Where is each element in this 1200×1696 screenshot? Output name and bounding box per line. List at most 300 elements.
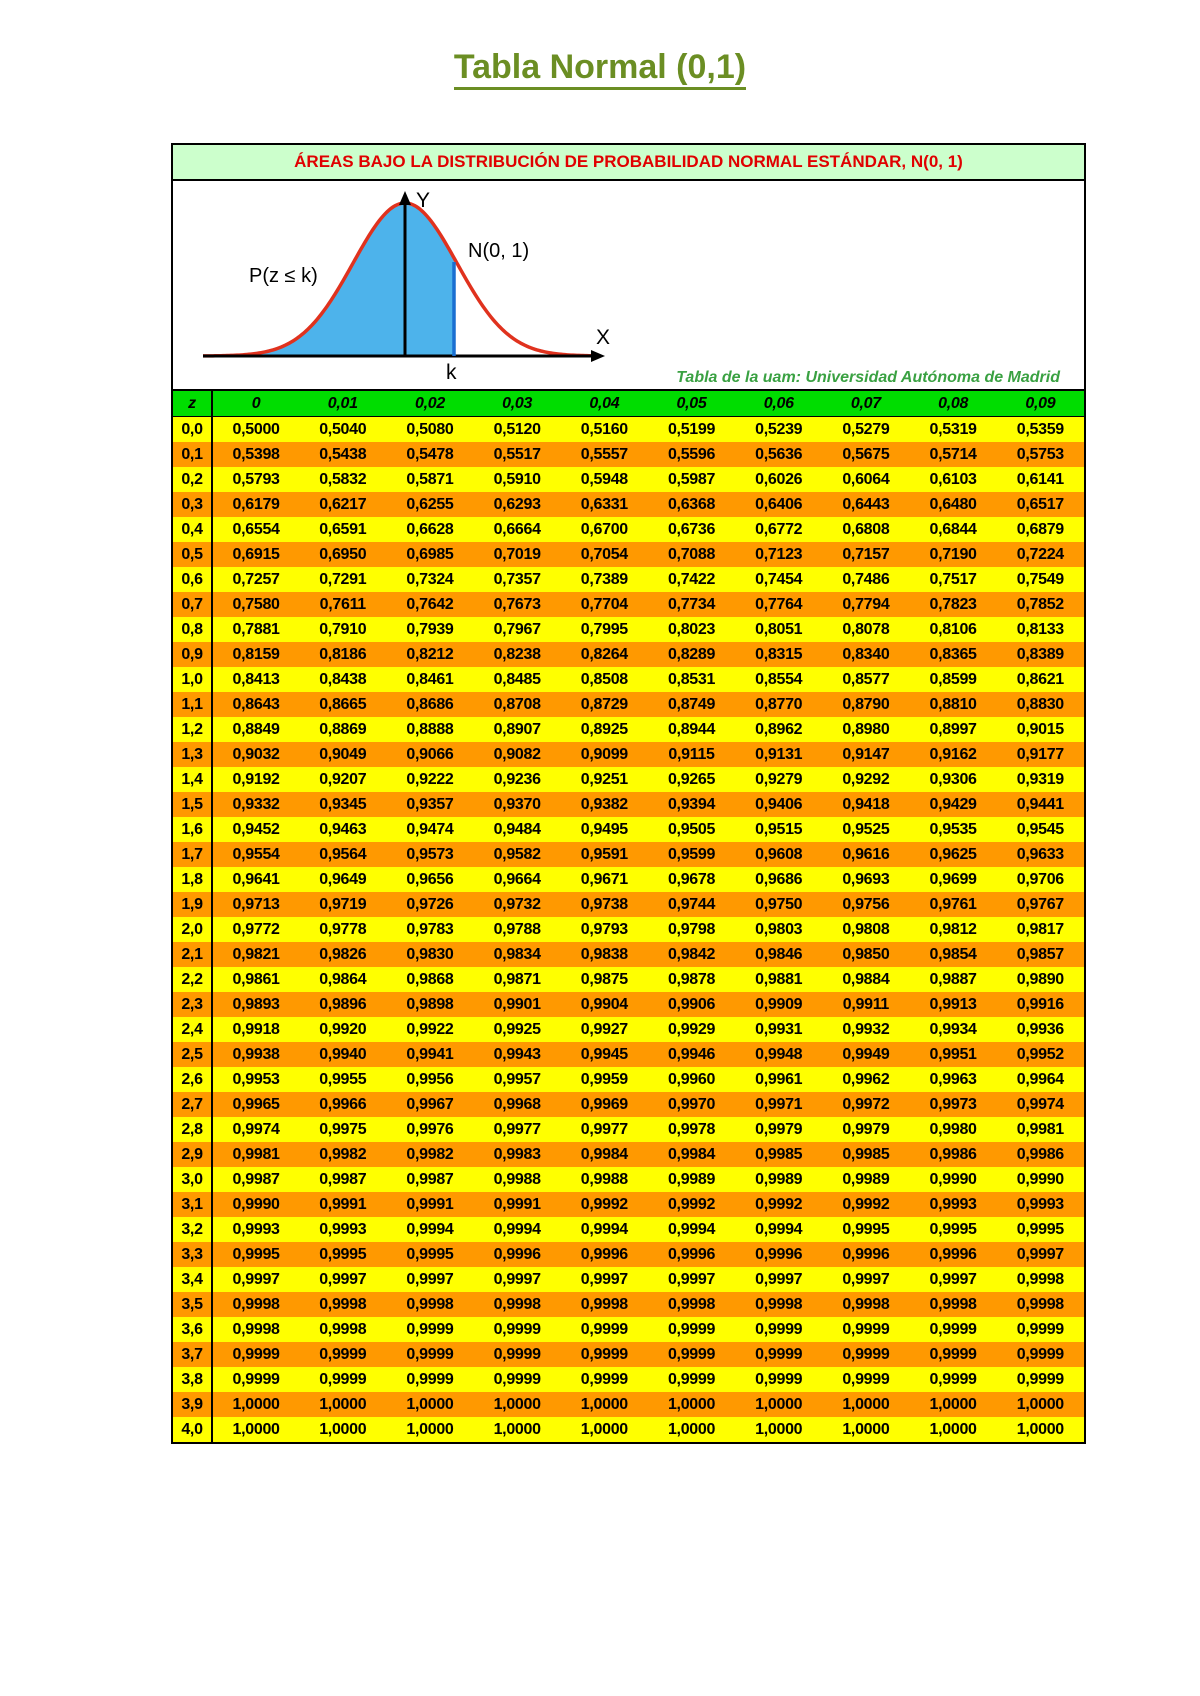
- probability-cell: 0,8830: [997, 692, 1084, 717]
- probability-cell: 0,9931: [735, 1017, 822, 1042]
- header-col: 0,08: [910, 391, 997, 417]
- probability-cell: 0,5948: [561, 467, 648, 492]
- probability-cell: 0,9535: [910, 817, 997, 842]
- probability-cell: 0,9953: [212, 1067, 299, 1092]
- probability-cell: 0,7019: [474, 542, 561, 567]
- probability-cell: 0,7549: [997, 567, 1084, 592]
- probability-cell: 0,8485: [474, 667, 561, 692]
- probability-cell: 0,9406: [735, 792, 822, 817]
- probability-cell: 0,9357: [386, 792, 473, 817]
- probability-cell: 0,6331: [561, 492, 648, 517]
- probability-cell: 0,9995: [822, 1217, 909, 1242]
- probability-cell: 0,9987: [299, 1167, 386, 1192]
- probability-cell: 0,9319: [997, 767, 1084, 792]
- probability-cell: 0,9788: [474, 917, 561, 942]
- probability-cell: 0,9999: [561, 1317, 648, 1342]
- probability-cell: 0,5359: [997, 417, 1084, 443]
- probability-cell: 0,9981: [212, 1142, 299, 1167]
- probability-cell: 0,8438: [299, 667, 386, 692]
- k-label: k: [446, 361, 457, 384]
- probability-cell: 0,9783: [386, 917, 473, 942]
- probability-cell: 0,8340: [822, 642, 909, 667]
- z-value-cell: 3,6: [173, 1317, 212, 1342]
- probability-cell: 0,9981: [997, 1117, 1084, 1142]
- header-col: 0,09: [997, 391, 1084, 417]
- probability-cell: 0,9992: [561, 1192, 648, 1217]
- probability-cell: 0,9994: [735, 1217, 822, 1242]
- probability-cell: 0,9941: [386, 1042, 473, 1067]
- probability-cell: 0,9999: [212, 1367, 299, 1392]
- probability-cell: 0,5080: [386, 417, 473, 443]
- normal-curve-figure: [173, 181, 1084, 391]
- probability-cell: 0,9370: [474, 792, 561, 817]
- probability-cell: 1,0000: [997, 1392, 1084, 1417]
- probability-cell: 0,9066: [386, 742, 473, 767]
- probability-cell: 0,9999: [648, 1342, 735, 1367]
- probability-cell: 0,9938: [212, 1042, 299, 1067]
- z-value-cell: 2,8: [173, 1117, 212, 1142]
- probability-cell: 0,5398: [212, 442, 299, 467]
- probability-cell: 0,9979: [735, 1117, 822, 1142]
- probability-cell: 0,9995: [910, 1217, 997, 1242]
- probability-cell: 0,7939: [386, 617, 473, 642]
- header-col: 0,07: [822, 391, 909, 417]
- probability-cell: 0,6255: [386, 492, 473, 517]
- probability-cell: 0,6700: [561, 517, 648, 542]
- probability-cell: 0,5714: [910, 442, 997, 467]
- probability-cell: 0,9994: [561, 1217, 648, 1242]
- probability-cell: 0,6368: [648, 492, 735, 517]
- table-row: [173, 1242, 1084, 1267]
- probability-cell: 0,9616: [822, 842, 909, 867]
- probability-cell: 0,8790: [822, 692, 909, 717]
- area-label: P(z ≤ k): [249, 265, 318, 287]
- probability-cell: 0,9983: [474, 1142, 561, 1167]
- probability-cell: 1,0000: [386, 1417, 473, 1442]
- probability-cell: 1,0000: [648, 1417, 735, 1442]
- probability-cell: 1,0000: [212, 1417, 299, 1442]
- probability-cell: 0,9671: [561, 867, 648, 892]
- probability-cell: 1,0000: [474, 1392, 561, 1417]
- probability-cell: 0,7734: [648, 592, 735, 617]
- probability-cell: 0,9979: [822, 1117, 909, 1142]
- probability-cell: 0,9812: [910, 917, 997, 942]
- table-row: [173, 1317, 1084, 1342]
- probability-cell: 0,9854: [910, 942, 997, 967]
- probability-cell: 0,9633: [997, 842, 1084, 867]
- probability-cell: 0,9998: [910, 1292, 997, 1317]
- probability-cell: 0,9996: [910, 1242, 997, 1267]
- probability-cell: 0,8944: [648, 717, 735, 742]
- probability-cell: 0,8238: [474, 642, 561, 667]
- probability-cell: 0,6915: [212, 542, 299, 567]
- header-col: 0,06: [735, 391, 822, 417]
- probability-cell: 1,0000: [561, 1417, 648, 1442]
- probability-cell: 0,6443: [822, 492, 909, 517]
- probability-cell: 0,9826: [299, 942, 386, 967]
- probability-cell: 0,9999: [648, 1367, 735, 1392]
- probability-cell: 0,7517: [910, 567, 997, 592]
- probability-cell: 0,9678: [648, 867, 735, 892]
- probability-cell: 0,9994: [648, 1217, 735, 1242]
- probability-cell: 0,5160: [561, 417, 648, 443]
- probability-cell: 0,9713: [212, 892, 299, 917]
- probability-cell: 0,9980: [910, 1117, 997, 1142]
- probability-cell: 0,5199: [648, 417, 735, 443]
- probability-cell: 0,9997: [474, 1267, 561, 1292]
- probability-cell: 0,9131: [735, 742, 822, 767]
- probability-cell: 0,8315: [735, 642, 822, 667]
- probability-cell: 0,8051: [735, 617, 822, 642]
- probability-cell: 0,8643: [212, 692, 299, 717]
- probability-cell: 0,9986: [997, 1142, 1084, 1167]
- table-row: [173, 417, 1084, 443]
- probability-cell: 0,9998: [299, 1292, 386, 1317]
- probability-cell: 0,9988: [561, 1167, 648, 1192]
- table-banner: ÁREAS BAJO LA DISTRIBUCIÓN DE PROBABILIDAD NORMAL ESTÁNDAR, N(0, 1): [173, 145, 1084, 181]
- probability-cell: 0,5793: [212, 467, 299, 492]
- header-col: 0,04: [561, 391, 648, 417]
- z-value-cell: 0,5: [173, 542, 212, 567]
- probability-cell: 0,5279: [822, 417, 909, 443]
- probability-cell: 0,9999: [735, 1342, 822, 1367]
- probability-cell: 0,7852: [997, 592, 1084, 617]
- probability-cell: 0,9929: [648, 1017, 735, 1042]
- probability-cell: 0,6808: [822, 517, 909, 542]
- probability-cell: 0,9999: [997, 1367, 1084, 1392]
- z-value-cell: 2,9: [173, 1142, 212, 1167]
- z-value-cell: 0,3: [173, 492, 212, 517]
- probability-cell: 0,9936: [997, 1017, 1084, 1042]
- probability-cell: 0,9948: [735, 1042, 822, 1067]
- probability-cell: 0,9993: [997, 1192, 1084, 1217]
- table-row: [173, 1392, 1084, 1417]
- probability-cell: 1,0000: [735, 1392, 822, 1417]
- probability-cell: 0,9999: [822, 1317, 909, 1342]
- probability-cell: 0,9857: [997, 942, 1084, 967]
- probability-cell: 0,9956: [386, 1067, 473, 1092]
- probability-cell: 0,9993: [212, 1217, 299, 1242]
- probability-cell: 0,7764: [735, 592, 822, 617]
- probability-cell: 0,7257: [212, 567, 299, 592]
- probability-cell: 0,9990: [910, 1167, 997, 1192]
- probability-cell: 1,0000: [474, 1417, 561, 1442]
- probability-cell: 0,9985: [822, 1142, 909, 1167]
- table-row: [173, 992, 1084, 1017]
- probability-cell: 0,9192: [212, 767, 299, 792]
- probability-cell: 0,9959: [561, 1067, 648, 1092]
- probability-cell: 0,9974: [212, 1117, 299, 1142]
- z-value-cell: 2,2: [173, 967, 212, 992]
- probability-cell: 0,5753: [997, 442, 1084, 467]
- probability-cell: 0,6985: [386, 542, 473, 567]
- probability-cell: 0,5120: [474, 417, 561, 443]
- probability-cell: 0,9999: [386, 1317, 473, 1342]
- probability-cell: 0,9911: [822, 992, 909, 1017]
- table-row: [173, 617, 1084, 642]
- probability-cell: 0,9997: [910, 1267, 997, 1292]
- probability-cell: 0,9808: [822, 917, 909, 942]
- table-row: [173, 642, 1084, 667]
- probability-cell: 0,9864: [299, 967, 386, 992]
- z-value-cell: 0,7: [173, 592, 212, 617]
- probability-cell: 0,6950: [299, 542, 386, 567]
- probability-cell: 0,9984: [561, 1142, 648, 1167]
- probability-cell: 0,7611: [299, 592, 386, 617]
- z-table: [173, 391, 1084, 1442]
- probability-cell: 0,9861: [212, 967, 299, 992]
- probability-cell: 0,9868: [386, 967, 473, 992]
- probability-cell: 0,9949: [822, 1042, 909, 1067]
- probability-cell: 0,9162: [910, 742, 997, 767]
- z-value-cell: 1,7: [173, 842, 212, 867]
- z-value-cell: 1,1: [173, 692, 212, 717]
- probability-cell: 0,6480: [910, 492, 997, 517]
- probability-cell: 0,9982: [299, 1142, 386, 1167]
- probability-cell: 0,9236: [474, 767, 561, 792]
- z-value-cell: 3,0: [173, 1167, 212, 1192]
- probability-cell: 0,9998: [735, 1292, 822, 1317]
- probability-cell: 0,8708: [474, 692, 561, 717]
- probability-cell: 0,8925: [561, 717, 648, 742]
- probability-cell: 0,8554: [735, 667, 822, 692]
- probability-cell: 0,8907: [474, 717, 561, 742]
- probability-cell: 0,9999: [735, 1317, 822, 1342]
- probability-cell: 0,7422: [648, 567, 735, 592]
- y-axis-label: Y: [416, 189, 431, 212]
- z-value-cell: 2,1: [173, 942, 212, 967]
- probability-cell: 0,9922: [386, 1017, 473, 1042]
- probability-cell: 0,9997: [648, 1267, 735, 1292]
- header-col: 0: [212, 391, 299, 417]
- probability-cell: 0,9846: [735, 942, 822, 967]
- probability-cell: 0,8461: [386, 667, 473, 692]
- probability-cell: 0,9732: [474, 892, 561, 917]
- z-value-cell: 3,9: [173, 1392, 212, 1417]
- probability-cell: 0,9761: [910, 892, 997, 917]
- probability-cell: 0,9906: [648, 992, 735, 1017]
- probability-cell: 0,8686: [386, 692, 473, 717]
- z-value-cell: 0,6: [173, 567, 212, 592]
- probability-cell: 0,9951: [910, 1042, 997, 1067]
- probability-cell: 0,9971: [735, 1092, 822, 1117]
- probability-cell: 0,9986: [910, 1142, 997, 1167]
- probability-cell: 0,9756: [822, 892, 909, 917]
- probability-cell: 0,9999: [735, 1367, 822, 1392]
- probability-cell: 0,9989: [822, 1167, 909, 1192]
- probability-cell: 0,9803: [735, 917, 822, 942]
- probability-cell: 0,9998: [648, 1292, 735, 1317]
- table-row: [173, 1042, 1084, 1067]
- probability-cell: 0,5438: [299, 442, 386, 467]
- y-axis-arrow-icon: [399, 191, 411, 205]
- table-body: [173, 417, 1084, 1443]
- probability-cell: 0,9699: [910, 867, 997, 892]
- probability-cell: 0,9995: [386, 1242, 473, 1267]
- probability-cell: 0,9265: [648, 767, 735, 792]
- probability-cell: 0,9452: [212, 817, 299, 842]
- header-col: 0,02: [386, 391, 473, 417]
- probability-cell: 1,0000: [299, 1392, 386, 1417]
- probability-cell: 0,9992: [648, 1192, 735, 1217]
- probability-cell: 0,9664: [474, 867, 561, 892]
- probability-cell: 0,9904: [561, 992, 648, 1017]
- probability-cell: 0,8531: [648, 667, 735, 692]
- probability-cell: 0,9991: [474, 1192, 561, 1217]
- probability-cell: 0,8577: [822, 667, 909, 692]
- probability-cell: 0,9750: [735, 892, 822, 917]
- z-value-cell: 3,3: [173, 1242, 212, 1267]
- probability-cell: 0,7794: [822, 592, 909, 617]
- probability-cell: 0,5000: [212, 417, 299, 443]
- probability-cell: 0,8508: [561, 667, 648, 692]
- probability-cell: 0,5040: [299, 417, 386, 443]
- z-value-cell: 3,4: [173, 1267, 212, 1292]
- probability-cell: 0,9997: [561, 1267, 648, 1292]
- probability-cell: 0,9279: [735, 767, 822, 792]
- x-axis-label: X: [596, 326, 611, 349]
- table-row: [173, 1292, 1084, 1317]
- probability-cell: 0,9999: [212, 1342, 299, 1367]
- probability-cell: 0,9147: [822, 742, 909, 767]
- probability-cell: 1,0000: [299, 1417, 386, 1442]
- probability-cell: 0,9394: [648, 792, 735, 817]
- z-value-cell: 2,7: [173, 1092, 212, 1117]
- probability-cell: 0,8665: [299, 692, 386, 717]
- probability-cell: 0,8106: [910, 617, 997, 642]
- probability-cell: 0,7823: [910, 592, 997, 617]
- probability-cell: 0,9474: [386, 817, 473, 842]
- table-row: [173, 717, 1084, 742]
- table-row: [173, 817, 1084, 842]
- header-z: z: [173, 391, 212, 417]
- probability-cell: 0,5910: [474, 467, 561, 492]
- probability-cell: 0,9999: [561, 1342, 648, 1367]
- probability-cell: 0,5478: [386, 442, 473, 467]
- probability-cell: 0,8621: [997, 667, 1084, 692]
- probability-cell: 0,9608: [735, 842, 822, 867]
- probability-cell: 0,6179: [212, 492, 299, 517]
- probability-cell: 0,9793: [561, 917, 648, 942]
- z-value-cell: 2,5: [173, 1042, 212, 1067]
- probability-cell: 0,9997: [299, 1267, 386, 1292]
- probability-cell: 0,7910: [299, 617, 386, 642]
- probability-cell: 0,9997: [997, 1242, 1084, 1267]
- probability-cell: 0,7357: [474, 567, 561, 592]
- probability-cell: 0,9115: [648, 742, 735, 767]
- probability-cell: 0,8133: [997, 617, 1084, 642]
- probability-cell: 0,9909: [735, 992, 822, 1017]
- probability-cell: 0,7967: [474, 617, 561, 642]
- table-row: [173, 467, 1084, 492]
- probability-cell: 0,7389: [561, 567, 648, 592]
- probability-cell: 0,9890: [997, 967, 1084, 992]
- probability-cell: 0,9817: [997, 917, 1084, 942]
- probability-cell: 0,8997: [910, 717, 997, 742]
- probability-cell: 0,9887: [910, 967, 997, 992]
- probability-cell: 0,9999: [910, 1367, 997, 1392]
- probability-cell: 0,9999: [474, 1317, 561, 1342]
- probability-cell: 1,0000: [561, 1392, 648, 1417]
- probability-cell: 0,9932: [822, 1017, 909, 1042]
- probability-cell: 1,0000: [735, 1417, 822, 1442]
- table-row: [173, 1067, 1084, 1092]
- probability-cell: 0,9798: [648, 917, 735, 942]
- z-value-cell: 4,0: [173, 1417, 212, 1442]
- probability-cell: 0,8849: [212, 717, 299, 742]
- probability-cell: 0,6664: [474, 517, 561, 542]
- z-value-cell: 1,0: [173, 667, 212, 692]
- x-axis-arrow-icon: [591, 350, 605, 362]
- probability-cell: 0,9997: [386, 1267, 473, 1292]
- probability-cell: 0,6064: [822, 467, 909, 492]
- probability-cell: 0,9599: [648, 842, 735, 867]
- probability-cell: 0,8212: [386, 642, 473, 667]
- probability-cell: 0,9987: [386, 1167, 473, 1192]
- probability-cell: 1,0000: [648, 1392, 735, 1417]
- probability-cell: 0,9767: [997, 892, 1084, 917]
- probability-cell: 0,9896: [299, 992, 386, 1017]
- probability-cell: 0,9996: [474, 1242, 561, 1267]
- probability-cell: 0,9999: [386, 1367, 473, 1392]
- probability-cell: 0,5596: [648, 442, 735, 467]
- probability-cell: 0,7995: [561, 617, 648, 642]
- probability-cell: 0,9830: [386, 942, 473, 967]
- probability-cell: 0,6141: [997, 467, 1084, 492]
- probability-cell: 1,0000: [212, 1392, 299, 1417]
- probability-cell: 0,7580: [212, 592, 299, 617]
- probability-cell: 0,7642: [386, 592, 473, 617]
- probability-cell: 0,9977: [474, 1117, 561, 1142]
- probability-cell: 0,6628: [386, 517, 473, 542]
- probability-cell: 1,0000: [822, 1392, 909, 1417]
- cumulative-area-fill: [203, 203, 454, 356]
- probability-cell: 0,8289: [648, 642, 735, 667]
- probability-cell: 0,7454: [735, 567, 822, 592]
- table-row: [173, 792, 1084, 817]
- probability-cell: 0,9881: [735, 967, 822, 992]
- probability-cell: 0,9332: [212, 792, 299, 817]
- probability-cell: 0,9974: [997, 1092, 1084, 1117]
- probability-cell: 0,9916: [997, 992, 1084, 1017]
- probability-cell: 0,9998: [212, 1317, 299, 1342]
- z-value-cell: 2,6: [173, 1067, 212, 1092]
- page-title: [0, 48, 1200, 87]
- z-value-cell: 1,8: [173, 867, 212, 892]
- probability-cell: 0,9463: [299, 817, 386, 842]
- probability-cell: 0,9495: [561, 817, 648, 842]
- probability-cell: 0,8023: [648, 617, 735, 642]
- header-col: 0,01: [299, 391, 386, 417]
- probability-cell: 0,9999: [299, 1367, 386, 1392]
- z-value-cell: 3,2: [173, 1217, 212, 1242]
- probability-cell: 0,5675: [822, 442, 909, 467]
- z-value-cell: 0,9: [173, 642, 212, 667]
- probability-cell: 0,9591: [561, 842, 648, 867]
- probability-cell: 0,9965: [212, 1092, 299, 1117]
- probability-cell: 0,9989: [648, 1167, 735, 1192]
- z-value-cell: 3,5: [173, 1292, 212, 1317]
- probability-cell: 0,9838: [561, 942, 648, 967]
- probability-cell: 0,6591: [299, 517, 386, 542]
- probability-cell: 0,9251: [561, 767, 648, 792]
- table-row: [173, 592, 1084, 617]
- z-value-cell: 3,7: [173, 1342, 212, 1367]
- source-credit: Tabla de la uam: Universidad Autónoma de Madrid: [676, 369, 1060, 386]
- table-row: [173, 1192, 1084, 1217]
- probability-cell: 0,9998: [212, 1292, 299, 1317]
- z-value-cell: 2,0: [173, 917, 212, 942]
